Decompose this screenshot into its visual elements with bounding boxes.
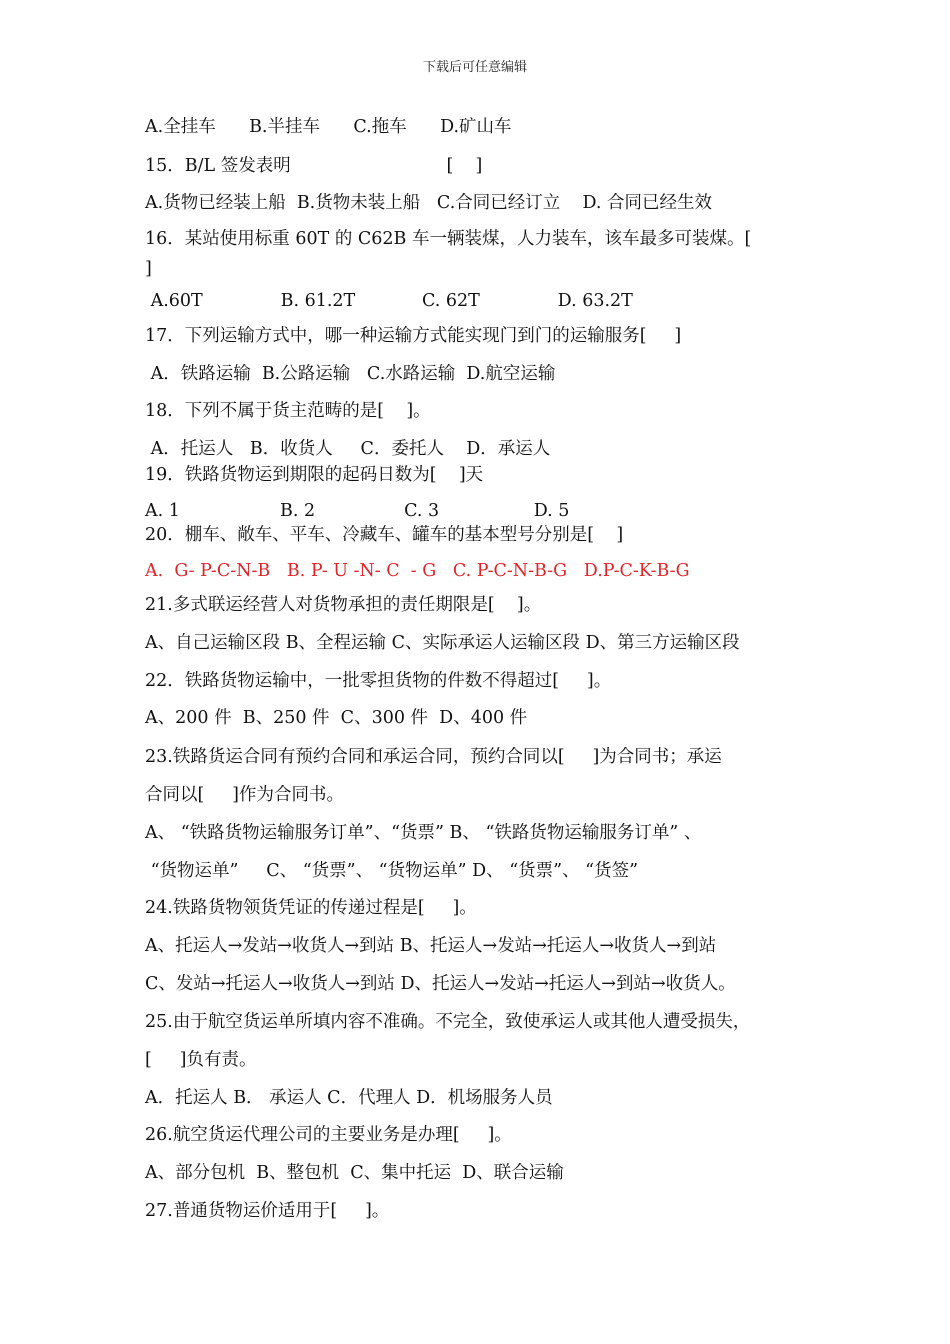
document-line: A、 “铁路货物运输服务订单”、“货票” B、 “铁路货物运输服务订单” 、 xyxy=(145,823,702,843)
document-line: [ ]负有责。 xyxy=(145,1050,257,1070)
document-line: A．托运人 B．收货人 C．委托人 D．承运人 xyxy=(145,439,551,459)
document-line: 25.由于航空货运单所填内容不准确。不完全，致使承运人或其他人遭受损失， xyxy=(145,1012,751,1032)
page-header: 下载后可任意编辑 xyxy=(422,60,527,75)
document-line: A.60T B. 61.2T C. 62T D. 63.2T xyxy=(145,291,633,311)
document-line: A．铁路运输 B.公路运输 C.水路运输 D.航空运输 xyxy=(145,364,556,384)
document-line: A、托运人→发站→收货人→到站 B、托运人→发站→托运人→收货人→到站 xyxy=(145,936,717,956)
document-line: 15．B/L 签发表明 [ ] xyxy=(145,156,483,176)
document-line: A.全挂车 B.半挂车 C.拖车 D.矿山车 xyxy=(145,117,512,137)
document-line: 21.多式联运经营人对货物承担的责任期限是[ ]。 xyxy=(145,595,542,615)
document-line: 27.普通货物运价适用于[ ]。 xyxy=(145,1201,390,1221)
document-line: 17．下列运输方式中，哪一种运输方式能实现门到门的运输服务[ ] xyxy=(145,326,682,346)
answer-options-highlighted: A. G- P-C-N-B B. P- U -N- C - G C. P-C-N-B-G D.P-C-K-B-G xyxy=(145,561,690,581)
document-line: A. 1 B. 2 C. 3 D. 5 xyxy=(145,501,570,521)
document-line: C、发站→托运人→收货人→到站 D、托运人→发站→托运人→到站→收货人。 xyxy=(145,974,736,994)
document-line: ] xyxy=(145,259,152,279)
document-line: 26.航空货运代理公司的主要业务是办理[ ]。 xyxy=(145,1125,512,1145)
document-line: A、200 件 B、250 件 C、300 件 D、400 件 xyxy=(145,708,528,728)
document-line: A．托运人 B． 承运人 C．代理人 D．机场服务人员 xyxy=(145,1088,553,1108)
document-line: 合同以[ ]作为合同书。 xyxy=(145,785,344,805)
document-line: 23.铁路货运合同有预约合同和承运合同，预约合同以[ ]为合同书；承运 xyxy=(145,747,722,767)
document-line: 20．棚车、敞车、平车、冷藏车、罐车的基本型号分别是[ ] xyxy=(145,525,624,545)
document-line: 22．铁路货物运输中，一批零担货物的件数不得超过[ ]。 xyxy=(145,671,612,691)
document-line: 16．某站使用标重 60T 的 C62B 车一辆装煤，人力装车，该车最多可装煤。[ xyxy=(145,229,752,249)
document-line: A.货物已经装上船 B.货物未装上船 C.合同已经订立 D. 合同已经生效 xyxy=(145,193,713,213)
document-line: A、部分包机 B、整包机 C、集中托运 D、联合运输 xyxy=(145,1163,564,1183)
document-line: 18．下列不属于货主范畴的是[ ]。 xyxy=(145,401,431,421)
document-line: 24.铁路货物领货凭证的传递过程是[ ]。 xyxy=(145,898,477,918)
document-line: A、自己运输区段 B、全程运输 C、实际承运人运输区段 D、第三方运输区段 xyxy=(145,633,740,653)
document-line: “货物运单” C、 “货票”、 “货物运单” D、 “货票”、 “货签” xyxy=(145,861,639,881)
document-line: 19．铁路货物运到期限的起码日数为[ ]天 xyxy=(145,465,484,485)
